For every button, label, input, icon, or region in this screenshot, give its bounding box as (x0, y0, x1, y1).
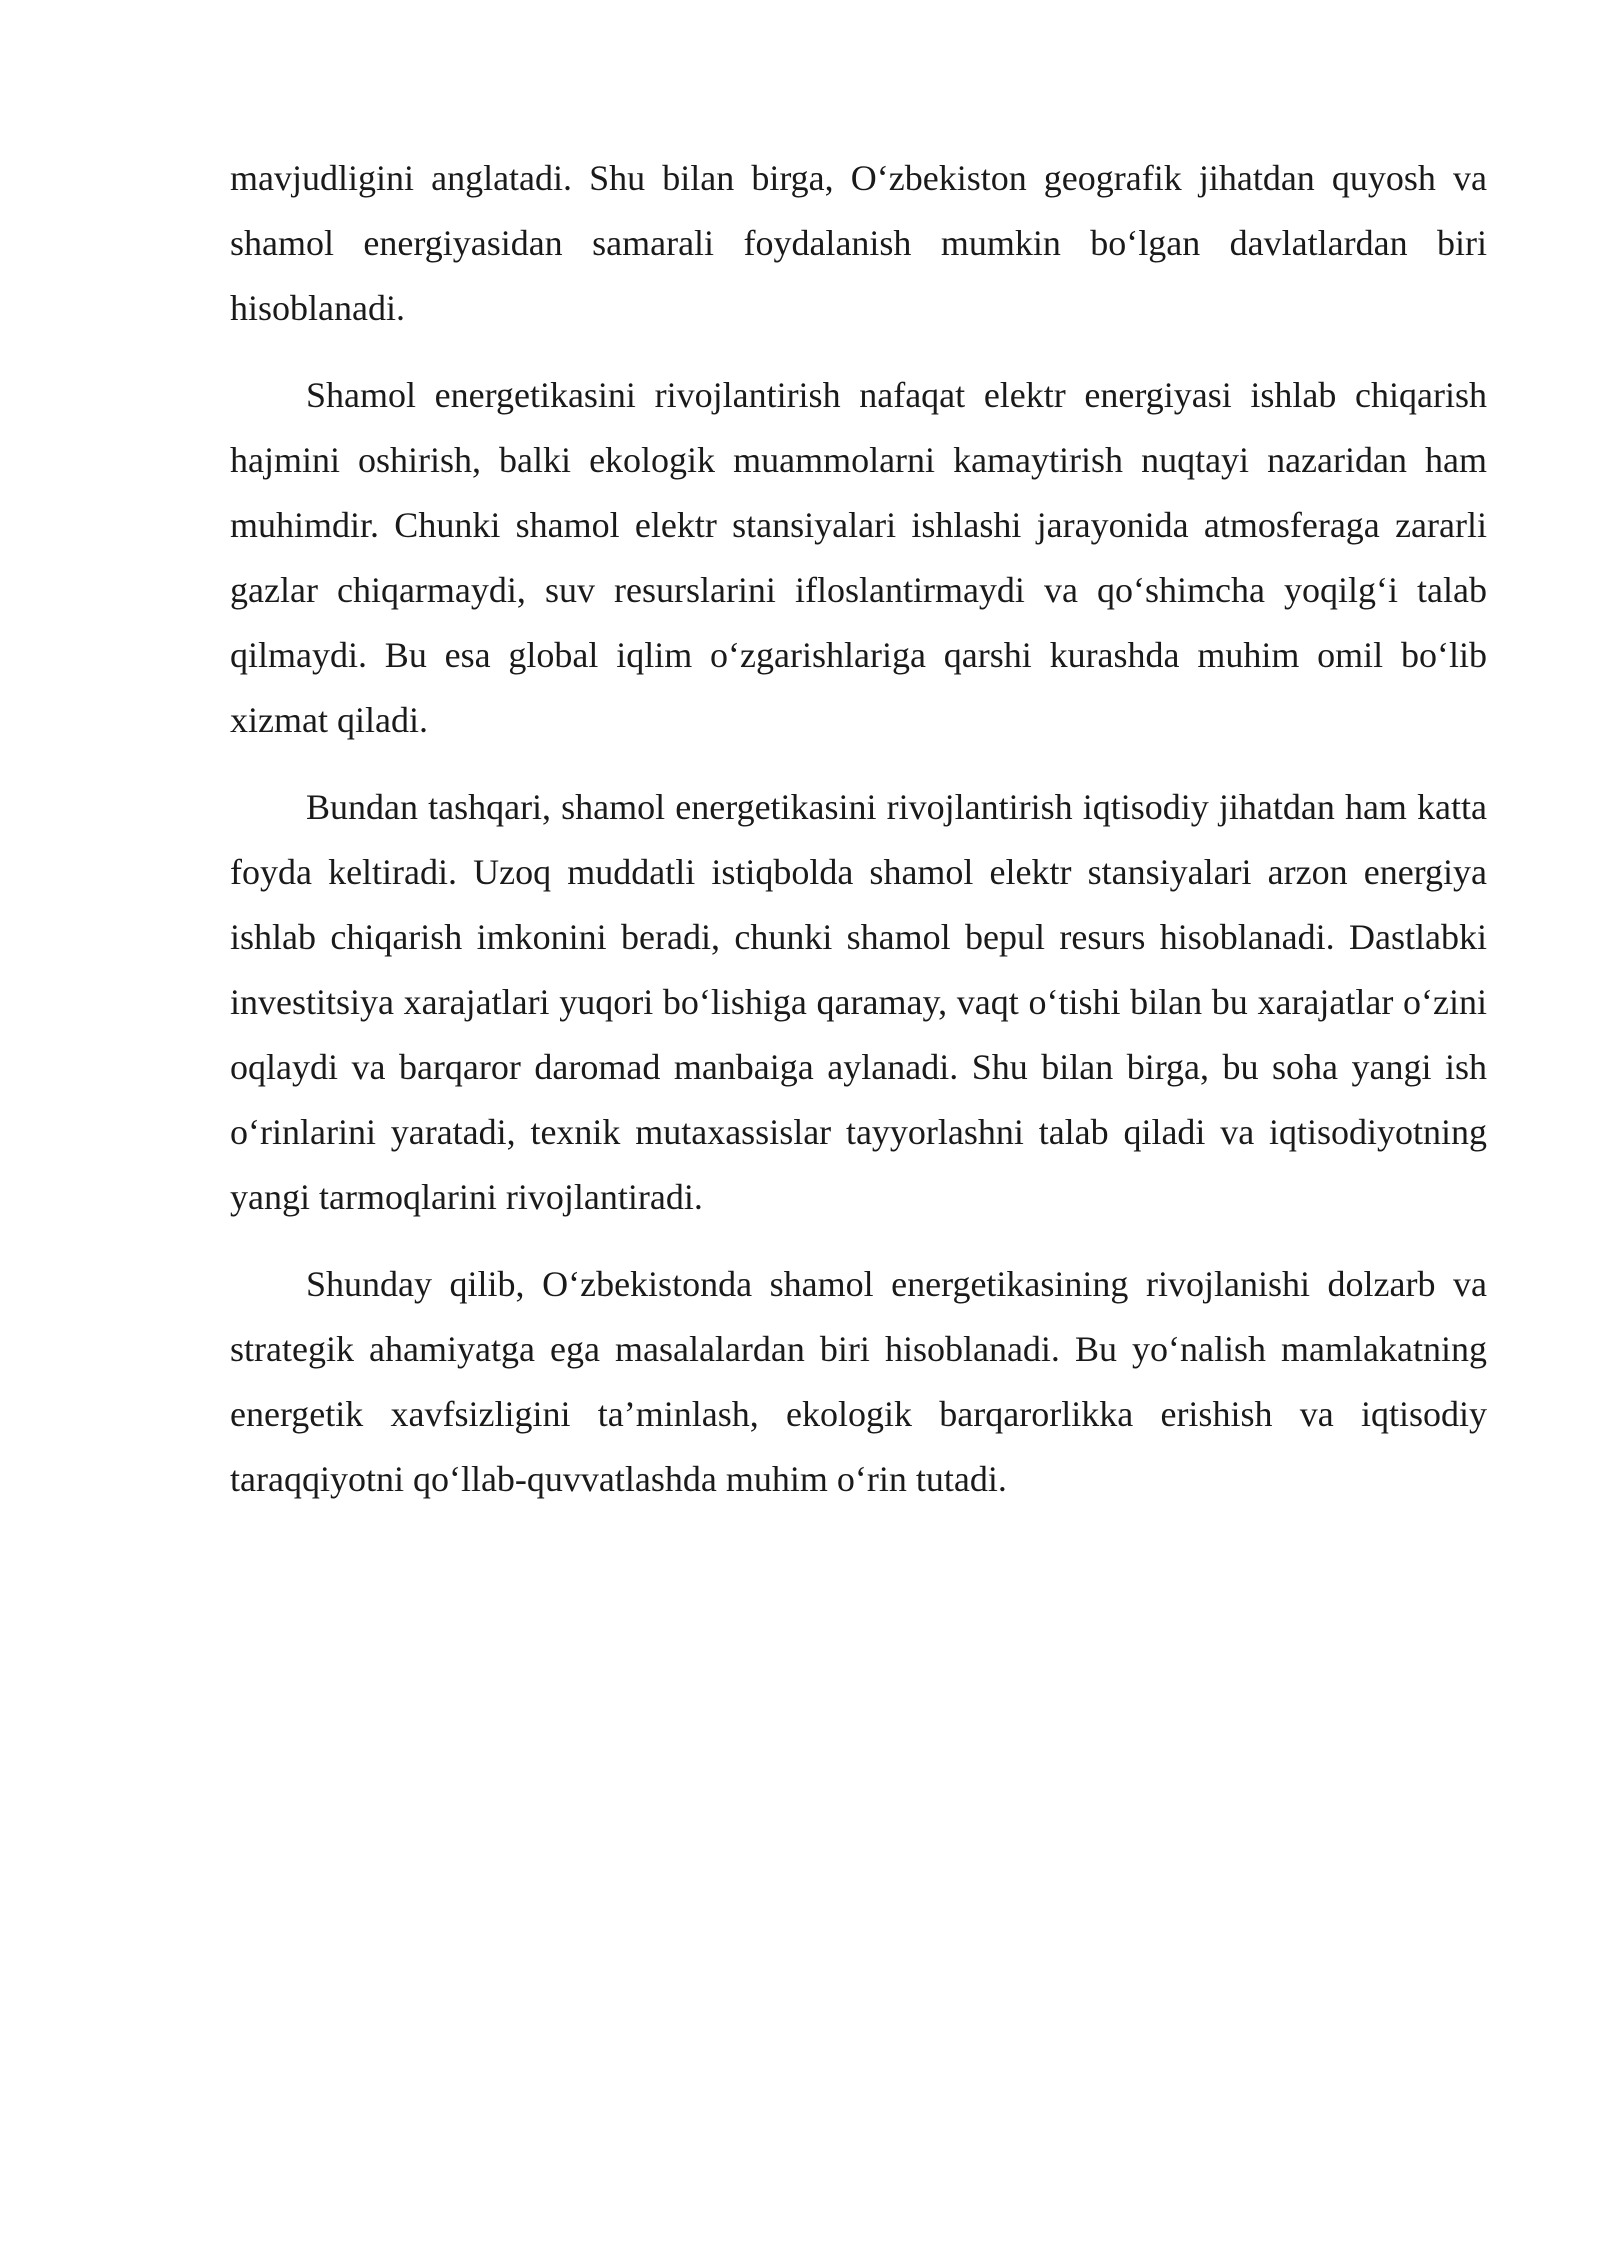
document-body (230, 146, 1487, 1534)
paragraph: Shamol energetikasini rivojlantirish nafaqat elektr energiyasi ishlab chiqarish hajmini oshirish, balki ekologik muammolarni kamaytirish nuqtayi nazaridan ham muhimdir. Chunki shamol elektr stansiyalari ishlashi jarayonida atmosferaga zararli gazlar chiqarmaydi, suv resurslarini ifloslantirmaydi va qo‘shimcha yoqilg‘i talab qilmaydi. Bu esa global iqlim o‘zgarishlariga qarshi kurashda muhim omil bo‘lib xizmat qiladi. (230, 375, 1487, 740)
paragraph: Shunday qilib, O‘zbekistonda shamol energetikasining rivojlanishi dolzarb va strategik ahamiyatga ega masalalardan biri hisoblanadi. Bu yo‘nalish mamlakatning energetik xavfsizligini ta’minlash, ekologik barqarorlikka erishish va iqtisodiy taraqqiyotni qo‘llab-quvvatlashda muhim o‘rin tutadi. (230, 1264, 1487, 1499)
paragraph-continued: mavjudligini anglatadi. Shu bilan birga, O‘zbekiston geografik jihatdan quyosh va shamol energiyasidan samarali foydalanish mumkin bo‘lgan davlatlardan biri hisoblanadi. (230, 158, 1487, 328)
paragraph: Bundan tashqari, shamol energetikasini rivojlantirish iqtisodiy jihatdan ham katta foyda keltiradi. Uzoq muddatli istiqbolda shamol elektr stansiyalari arzon energiya ishlab chiqarish imkonini beradi, chunki shamol bepul resurs hisoblanadi. Dastlabki investitsiya xarajatlari yuqori bo‘lishiga qaramay, vaqt o‘tishi bilan bu xarajatlar o‘zini oqlaydi va barqaror daromad manbaiga aylanadi. Shu bilan birga, bu soha yangi ish o‘rinlarini yaratadi, texnik mutaxassislar tayyorlashni talab qiladi va iqtisodiyotning yangi tarmoqlarini rivojlantiradi. (230, 787, 1487, 1217)
